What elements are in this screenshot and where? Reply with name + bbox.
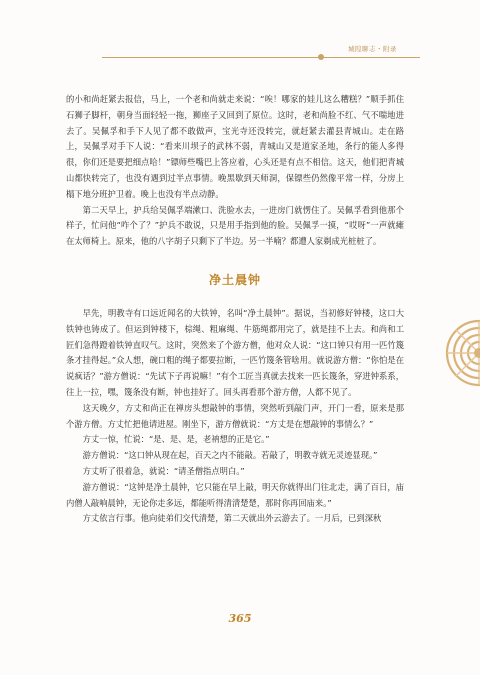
body-paragraph: 游方僧说：“这钟是净土晨钟，它只能在早上敲，明天你就得出门往北走，满了百日，庙内僧人敲响晨钟，无论你走多远，都能听得清清楚楚，那时你再回庙来。” bbox=[66, 481, 404, 508]
page-body bbox=[66, 92, 404, 527]
section-title: 净土晨钟 bbox=[208, 272, 261, 287]
body-paragraph: 这天晚夕，方丈和尚正在禅房头想敲钟的事情，突然听到敲门声，开门一看，原来是那个游方僧。方丈忙把他请进屋。刚坐下，游方僧就说：“方丈是在想敲钟的事情么？” bbox=[66, 402, 404, 429]
body-paragraph: 的小和尚赶紧去报信，马上，一个老和尚就走来说：“唉！哪家的娃儿这么糟糕？”顺手抓住石狮子脚杆，朝身当面轻轻一拖，狮座子又回到了原位。这时，老和尚脸不红、气不喘地进去了。吴佩孚和手下人见了都不敢做声，宝光寺还没转完，就赶紧去灌县青城山。走在路上，吴佩孚对手下人说：“看来川坝子的武林不弱，青城山又是道家圣地，条行的能人多得很，你们还是要把细点哈！”镖师些嘴巴上答应着，心头还是有点不相信。这天，他们把青城山都快转完了，也没有遇到过半点事情。晚黑歇到天师洞，保镖些仍然像平常一样，分房上榻下地分班护卫着。晚上也没有半点动静。 bbox=[66, 94, 404, 199]
header-rule bbox=[102, 57, 420, 58]
decorative-seal-ornament bbox=[444, 318, 480, 388]
page-number: 365 bbox=[228, 612, 252, 625]
body-paragraph: 游方僧说：“这口钟从现在起，百天之内不能敲。若敲了，明教寺就无灵迹显现。” bbox=[82, 450, 378, 461]
body-paragraph: 方丈依言行事。他向徒弟们交代清楚，第二天就出外云游去了。一月后，已到深秋 bbox=[82, 513, 382, 524]
body-paragraph: 第二天早上，护兵给吴佩孚端漱口、洗脸水去，一进房门就愣住了。吴佩孚看到他那个样子，忙问他“咋个了？”护兵不敢说，只是用手指到他的脸。吴佩孚一摸，“哎呀”一声就瘫在太师椅上。原来，他的八字胡子只剩下了半边。另一半喃？都遭人家剃成光桩桩了。 bbox=[66, 204, 404, 247]
body-paragraph: 方丈一惊，忙说：“是、是、是，老衲想的正是它。” bbox=[82, 434, 270, 445]
running-header: 城隍聊志・附录 bbox=[348, 45, 397, 53]
body-paragraph: 方丈听了很着急，就说：“请圣僧指点明白。” bbox=[82, 465, 245, 476]
body-paragraph: 早先，明教寺有口远近闻名的大铁钟，名叫“净土晨钟”。据说，当初修好钟楼，这口大铁钟也铸成了。但运到钟楼下，棕绳、粗麻绳、牛筋绳都用完了，就是挂不上去。和尚和工匠们急得蹬着铁钟直叹气。这时，突然来了个游方僧，他对众人说：“这口钟只有用一匹竹篾条才挂得起。”众人想，碗口粗的绳子都要拉断，一匹竹篾条管啥用。就说游方僧：“你怕是在说疯话？”游方僧说：“先试下子再说嘛！”有个工匠当真就去找来一匹长篾条，穿进钟系系，往上一拉，嘿，篾条没有断，钟也挂好了。回头再看那个游方僧，人都不见了。 bbox=[66, 307, 404, 397]
